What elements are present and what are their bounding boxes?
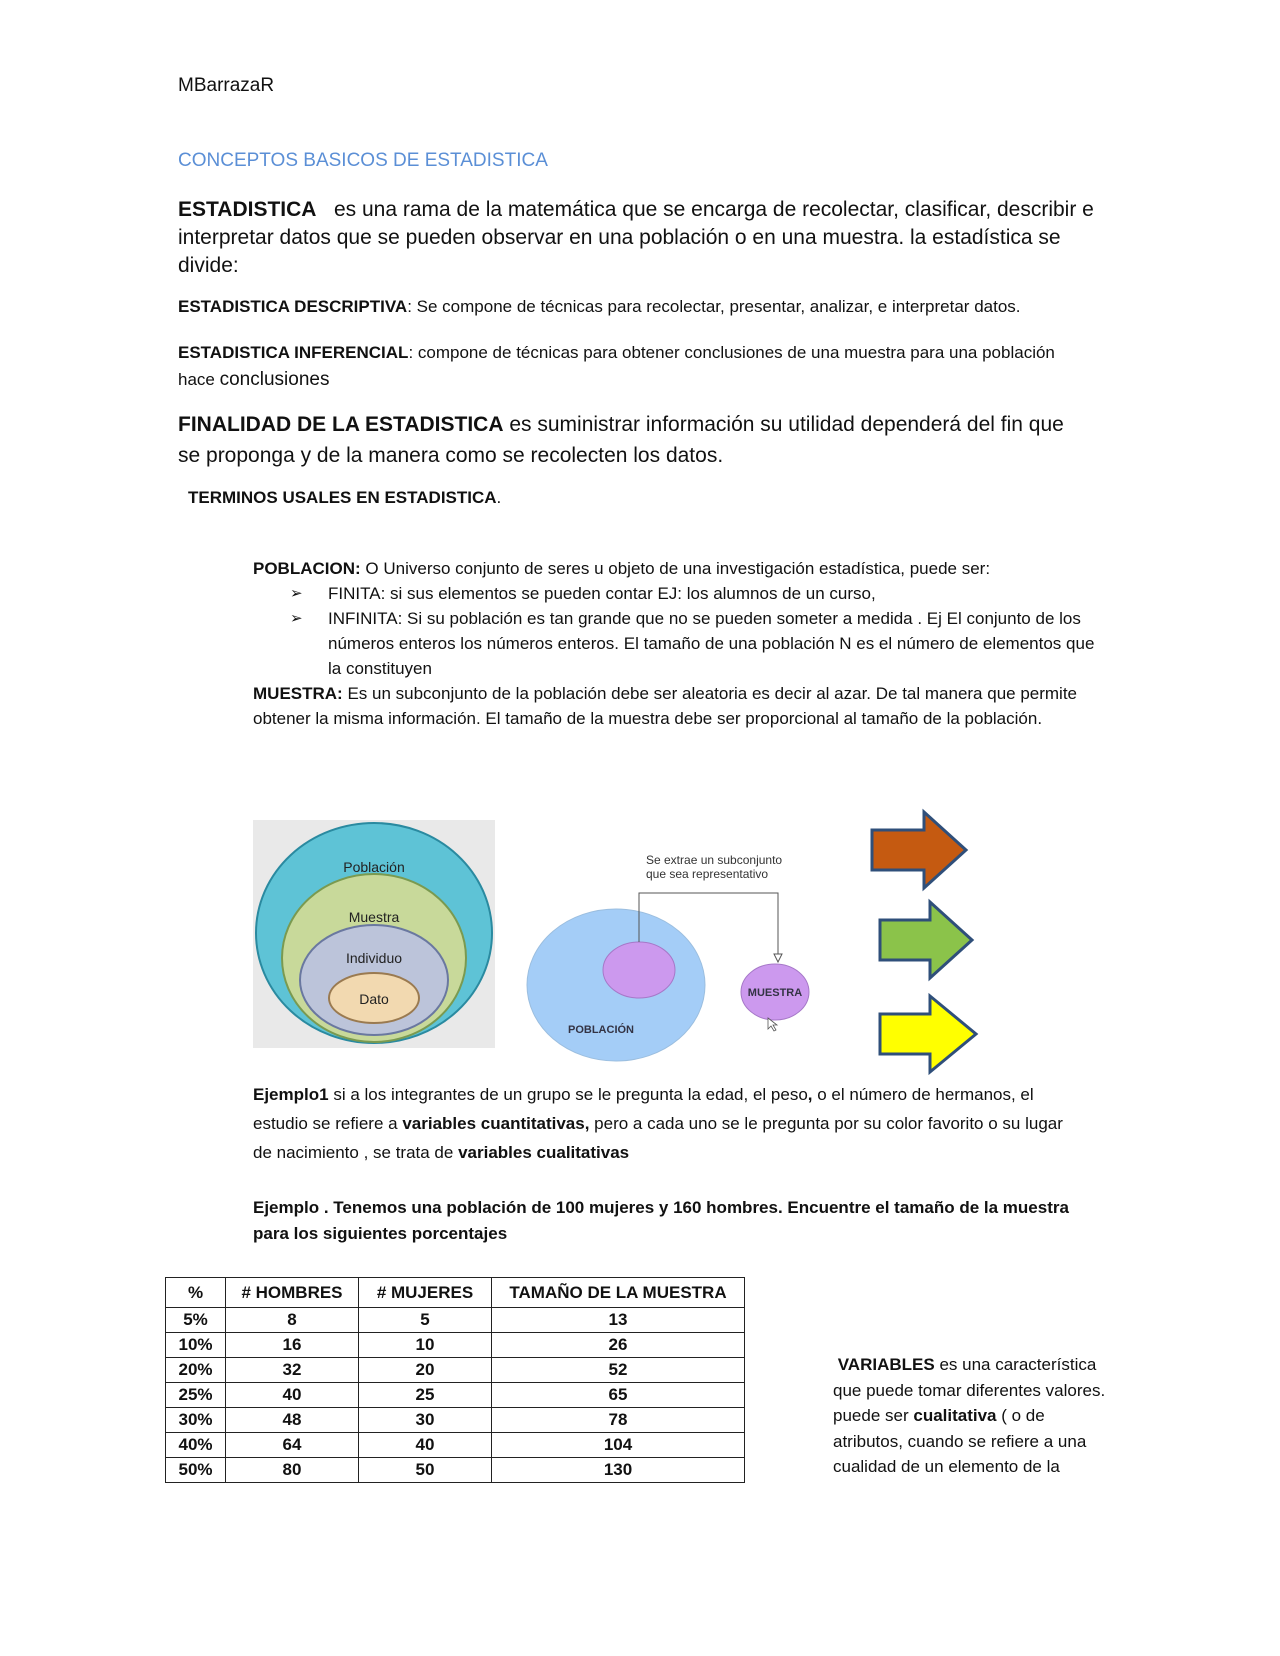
table-cell: 40	[226, 1383, 359, 1408]
paragraph-ejemplo1	[253, 1080, 1083, 1167]
label-poblacion: Población	[343, 859, 405, 875]
table-cell: 40	[359, 1433, 492, 1458]
table-cell: 8	[226, 1308, 359, 1333]
ejemplo1-comma: ,	[807, 1085, 813, 1104]
list-item	[290, 581, 1100, 606]
table-cell: 30	[359, 1408, 492, 1433]
terminos-heading	[188, 488, 501, 508]
poblacion-bullets	[290, 581, 1100, 681]
inferencial-text: : compone de técnicas para obtener conclusiones de una muestra para una población hace	[178, 343, 1055, 389]
ejemplo1-bold1: variables cuantitativas,	[402, 1114, 590, 1133]
arrow-bullet-icon: ➢	[290, 610, 303, 627]
term-descriptiva: ESTADISTICA DESCRIPTIVA	[178, 297, 408, 316]
muestra-text: Es un subconjunto de la población debe ser aleatoria es decir al azar. De tal manera que permite obtener la misma información. El tamaño de la muestra debe ser proporcional al tamaño de la población.	[253, 684, 1078, 728]
table-row	[166, 1458, 745, 1483]
sample-size-table	[165, 1277, 745, 1483]
table-cell: 32	[226, 1358, 359, 1383]
paragraph-variables	[833, 1352, 1113, 1480]
estadistica-text: es una rama de la matemática que se encarga de recolectar, clasificar, describir e interpretar datos que se pueden observar en una población o en una muestra. la estadística se divide:	[178, 198, 1094, 277]
table-cell: 25%	[166, 1383, 226, 1408]
table-cell: 64	[226, 1433, 359, 1458]
table-row	[166, 1358, 745, 1383]
table-cell: 40%	[166, 1433, 226, 1458]
term-inferencial: ESTADISTICA INFERENCIAL	[178, 343, 409, 362]
header-tamano: TAMAÑO DE LA MUESTRA	[492, 1278, 745, 1308]
ejemplo1-text3: pero a cada uno se le pregunta por su color favorito o su lugar de nacimiento , se trata de	[253, 1114, 1063, 1162]
table-cell: 16	[226, 1333, 359, 1358]
table-cell: 25	[359, 1383, 492, 1408]
colored-arrows-figure	[870, 808, 982, 1078]
yellow-arrow-icon	[880, 996, 976, 1072]
poblacion-text: O Universo conjunto de seres u objeto de una investigación estadística, puede ser:	[365, 559, 991, 578]
diagram-caption-2: que sea representativo	[646, 867, 769, 881]
label-muestra: Muestra	[348, 909, 400, 925]
diagram-subset-ellipse	[603, 942, 675, 998]
nested-circles-figure	[253, 820, 495, 1048]
green-arrow-icon	[880, 902, 972, 978]
sampling-diagram	[520, 850, 833, 1062]
variables-text2: ( o de atributos, cuando se refiere a una cualidad de un elemento de la	[833, 1406, 1087, 1476]
table-cell: 5	[359, 1308, 492, 1333]
bullet-infinita: INFINITA: Si su población es tan grande que no se pueden someter a medida . Ej El conjunto de los números enteros los números enteros. El tamaño de una población N es el número de elementos que la constituyen	[328, 609, 1095, 678]
table-row	[166, 1408, 745, 1433]
term-muestra: MUESTRA:	[253, 684, 343, 703]
table-cell: 65	[492, 1383, 745, 1408]
table-cell: 20	[359, 1358, 492, 1383]
ejemplo1-label: Ejemplo1	[253, 1085, 329, 1104]
table-cell: 26	[492, 1333, 745, 1358]
document-title: CONCEPTOS BASICOS DE ESTADISTICA	[178, 150, 548, 171]
table-cell: 5%	[166, 1308, 226, 1333]
descriptiva-text: : Se compone de técnicas para recolectar, presentar, analizar, e interpretar datos.	[407, 297, 1021, 316]
ejemplo1-text1: si a los integrantes de un grupo se le pregunta la edad, el peso	[333, 1085, 808, 1104]
arrow-bullet-icon: ➢	[290, 585, 303, 602]
table-cell: 78	[492, 1408, 745, 1433]
table-cell: 50	[359, 1458, 492, 1483]
header-mujeres: # MUJERES	[359, 1278, 492, 1308]
table-cell: 20%	[166, 1358, 226, 1383]
finalidad-text: es suministrar información su utilidad dependerá del fin que se proponga y de la manera como se recolecten los datos.	[178, 413, 1064, 467]
header-hombres: # HOMBRES	[226, 1278, 359, 1308]
table-cell: 13	[492, 1308, 745, 1333]
paragraph-muestra	[253, 681, 1093, 731]
diagram-label-muestra: MUESTRA	[747, 987, 803, 999]
terminos-title: TERMINOS USALES EN ESTADISTICA	[188, 488, 497, 507]
table-cell: 52	[492, 1358, 745, 1383]
ejemplo1-bold2: variables cualitativas	[458, 1143, 630, 1162]
term-variables: VARIABLES	[837, 1355, 935, 1374]
paragraph-poblacion	[253, 556, 1103, 581]
table-row	[166, 1383, 745, 1408]
header-percent: %	[166, 1278, 226, 1308]
table-cell: 10	[359, 1333, 492, 1358]
label-individuo: Individuo	[345, 950, 403, 966]
diagram-label-poblacion: POBLACIÓN	[568, 1024, 634, 1036]
list-item	[290, 606, 1100, 681]
ejemplo1-text2: o el número de hermanos, el estudio se refiere a	[253, 1085, 1034, 1133]
orange-arrow-icon	[872, 812, 966, 888]
terminos-dot: .	[496, 488, 502, 507]
table-row	[166, 1433, 745, 1458]
paragraph-descriptiva	[178, 297, 1118, 317]
bullet-finita: FINITA: si sus elementos se pueden contar EJ: los alumnos de un curso,	[328, 584, 876, 603]
inferencial-tail: conclusiones	[219, 369, 330, 390]
table-cell: 30%	[166, 1408, 226, 1433]
variables-text1: es una característica que puede tomar diferentes valores. puede ser	[833, 1355, 1106, 1425]
table-cell: 48	[226, 1408, 359, 1433]
table-row	[166, 1333, 745, 1358]
table-cell: 104	[492, 1433, 745, 1458]
paragraph-inferencial	[178, 339, 1078, 393]
label-dato: Dato	[359, 991, 389, 1007]
paragraph-estadistica	[178, 196, 1098, 280]
table-cell: 80	[226, 1458, 359, 1483]
table-cell: 130	[492, 1458, 745, 1483]
table-header-row	[166, 1278, 745, 1308]
table-cell: 50%	[166, 1458, 226, 1483]
variables-bold: cualitativa	[913, 1406, 997, 1425]
table-row	[166, 1308, 745, 1333]
author-name: MBarrazaR	[178, 75, 275, 96]
paragraph-ejemplo2: Ejemplo . Tenemos una población de 100 mujeres y 160 hombres. Encuentre el tamaño de la muestra para los siguientes porcentajes	[253, 1198, 1069, 1243]
paragraph-finalidad	[178, 409, 1078, 471]
term-poblacion: POBLACION:	[253, 559, 361, 578]
diagram-caption-1: Se extrae un subconjunto	[646, 853, 783, 867]
term-finalidad: FINALIDAD DE LA ESTADISTICA	[178, 413, 504, 436]
term-estadistica: ESTADISTICA	[178, 198, 317, 221]
table-cell: 10%	[166, 1333, 226, 1358]
